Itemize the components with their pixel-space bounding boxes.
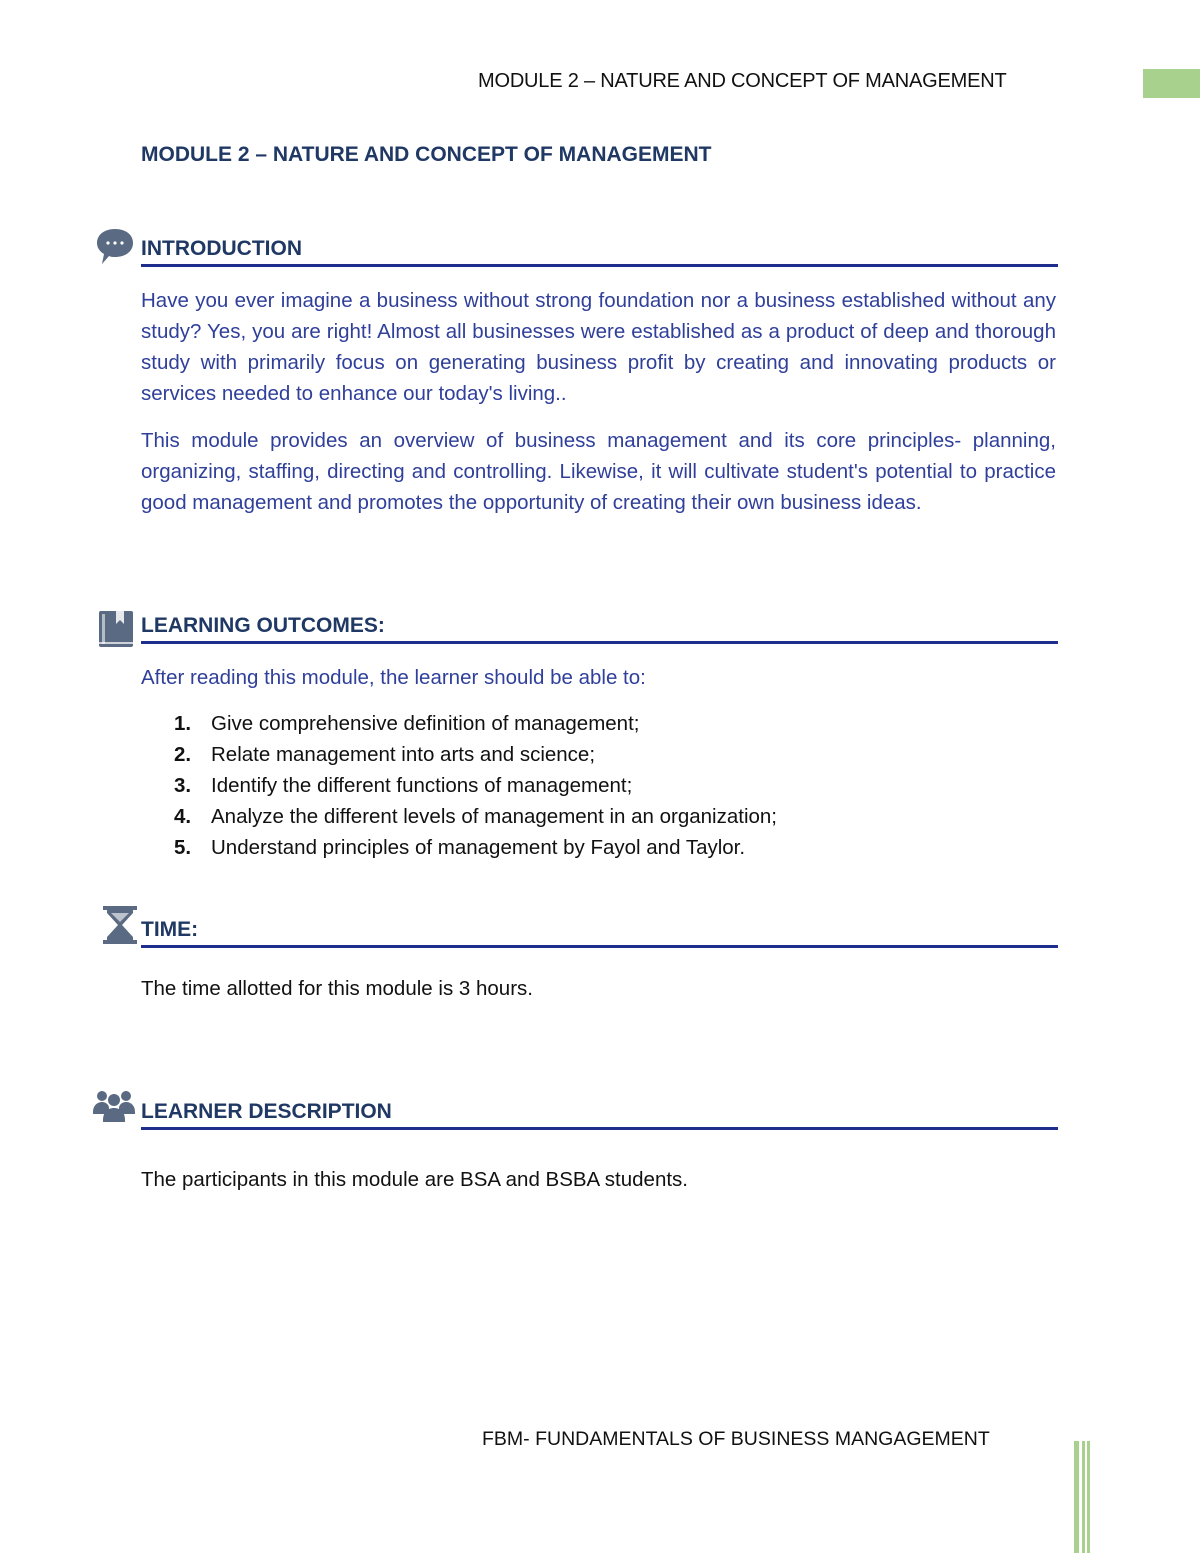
list-item-text: Analyze the different levels of management in an organization; — [211, 805, 778, 828]
time-heading: TIME: — [141, 917, 1058, 948]
corner-accent-tab — [1143, 69, 1200, 98]
hourglass-icon — [100, 904, 140, 946]
list-item-number: 3. — [174, 774, 192, 797]
list-item-text: Understand principles of management by Fayol and Taylor. — [211, 836, 746, 859]
list-item-number: 1. — [174, 712, 192, 735]
learning-outcomes-lead: After reading this module, the learner should be able to: — [141, 666, 646, 689]
footer-text: FBM- FUNDAMENTALS OF BUSINESS MANGAGEMENT — [482, 1428, 990, 1450]
list-item-text: Give comprehensive definition of management; — [211, 712, 640, 735]
list-item-text: Identify the different functions of management; — [211, 774, 633, 797]
footer-accent-bar — [1082, 1441, 1085, 1553]
list-item — [174, 832, 777, 863]
learner-description-text: The participants in this module are BSA and BSBA students. — [141, 1168, 688, 1191]
time-text: The time allotted for this module is 3 hours. — [141, 977, 533, 1000]
learner-description-heading: LEARNER DESCRIPTION — [141, 1099, 1058, 1130]
list-item-number: 2. — [174, 743, 192, 766]
list-item-text: Relate management into arts and science; — [211, 743, 596, 766]
introduction-paragraph-2: This module provides an overview of business management and its core principles- planning, organizing, staffing, directing and controlling. Likewise, it will cultivate student's potential to practice good management and promotes the opportunity of creating their own business ideas. — [141, 429, 1056, 514]
list-item-number: 4. — [174, 805, 192, 828]
group-icon — [90, 1088, 138, 1130]
list-item — [174, 801, 777, 832]
footer-accent-bar — [1074, 1441, 1079, 1553]
document-title: MODULE 2 – NATURE AND CONCEPT OF MANAGEMENT — [141, 143, 712, 166]
running-header: MODULE 2 – NATURE AND CONCEPT OF MANAGEMENT — [478, 70, 1007, 92]
learning-outcomes-heading: LEARNING OUTCOMES: — [141, 613, 1058, 644]
learning-outcomes-list — [174, 708, 777, 863]
speech-bubble-icon — [95, 226, 135, 268]
introduction-paragraph-1: Have you ever imagine a business without strong foundation nor a business established without any study? Yes, you are right! Almost all businesses were established as a product of deep and thorough study with primarily focus on generating business profit by creating and innovating products or services needed to enhance our today's living.. — [141, 289, 1056, 405]
list-item-number: 5. — [174, 836, 192, 859]
list-item — [174, 708, 777, 739]
footer-accent-bar — [1087, 1441, 1090, 1553]
list-item — [174, 739, 777, 770]
list-item — [174, 770, 777, 801]
introduction-heading: INTRODUCTION — [141, 236, 1058, 267]
book-icon — [96, 608, 136, 650]
